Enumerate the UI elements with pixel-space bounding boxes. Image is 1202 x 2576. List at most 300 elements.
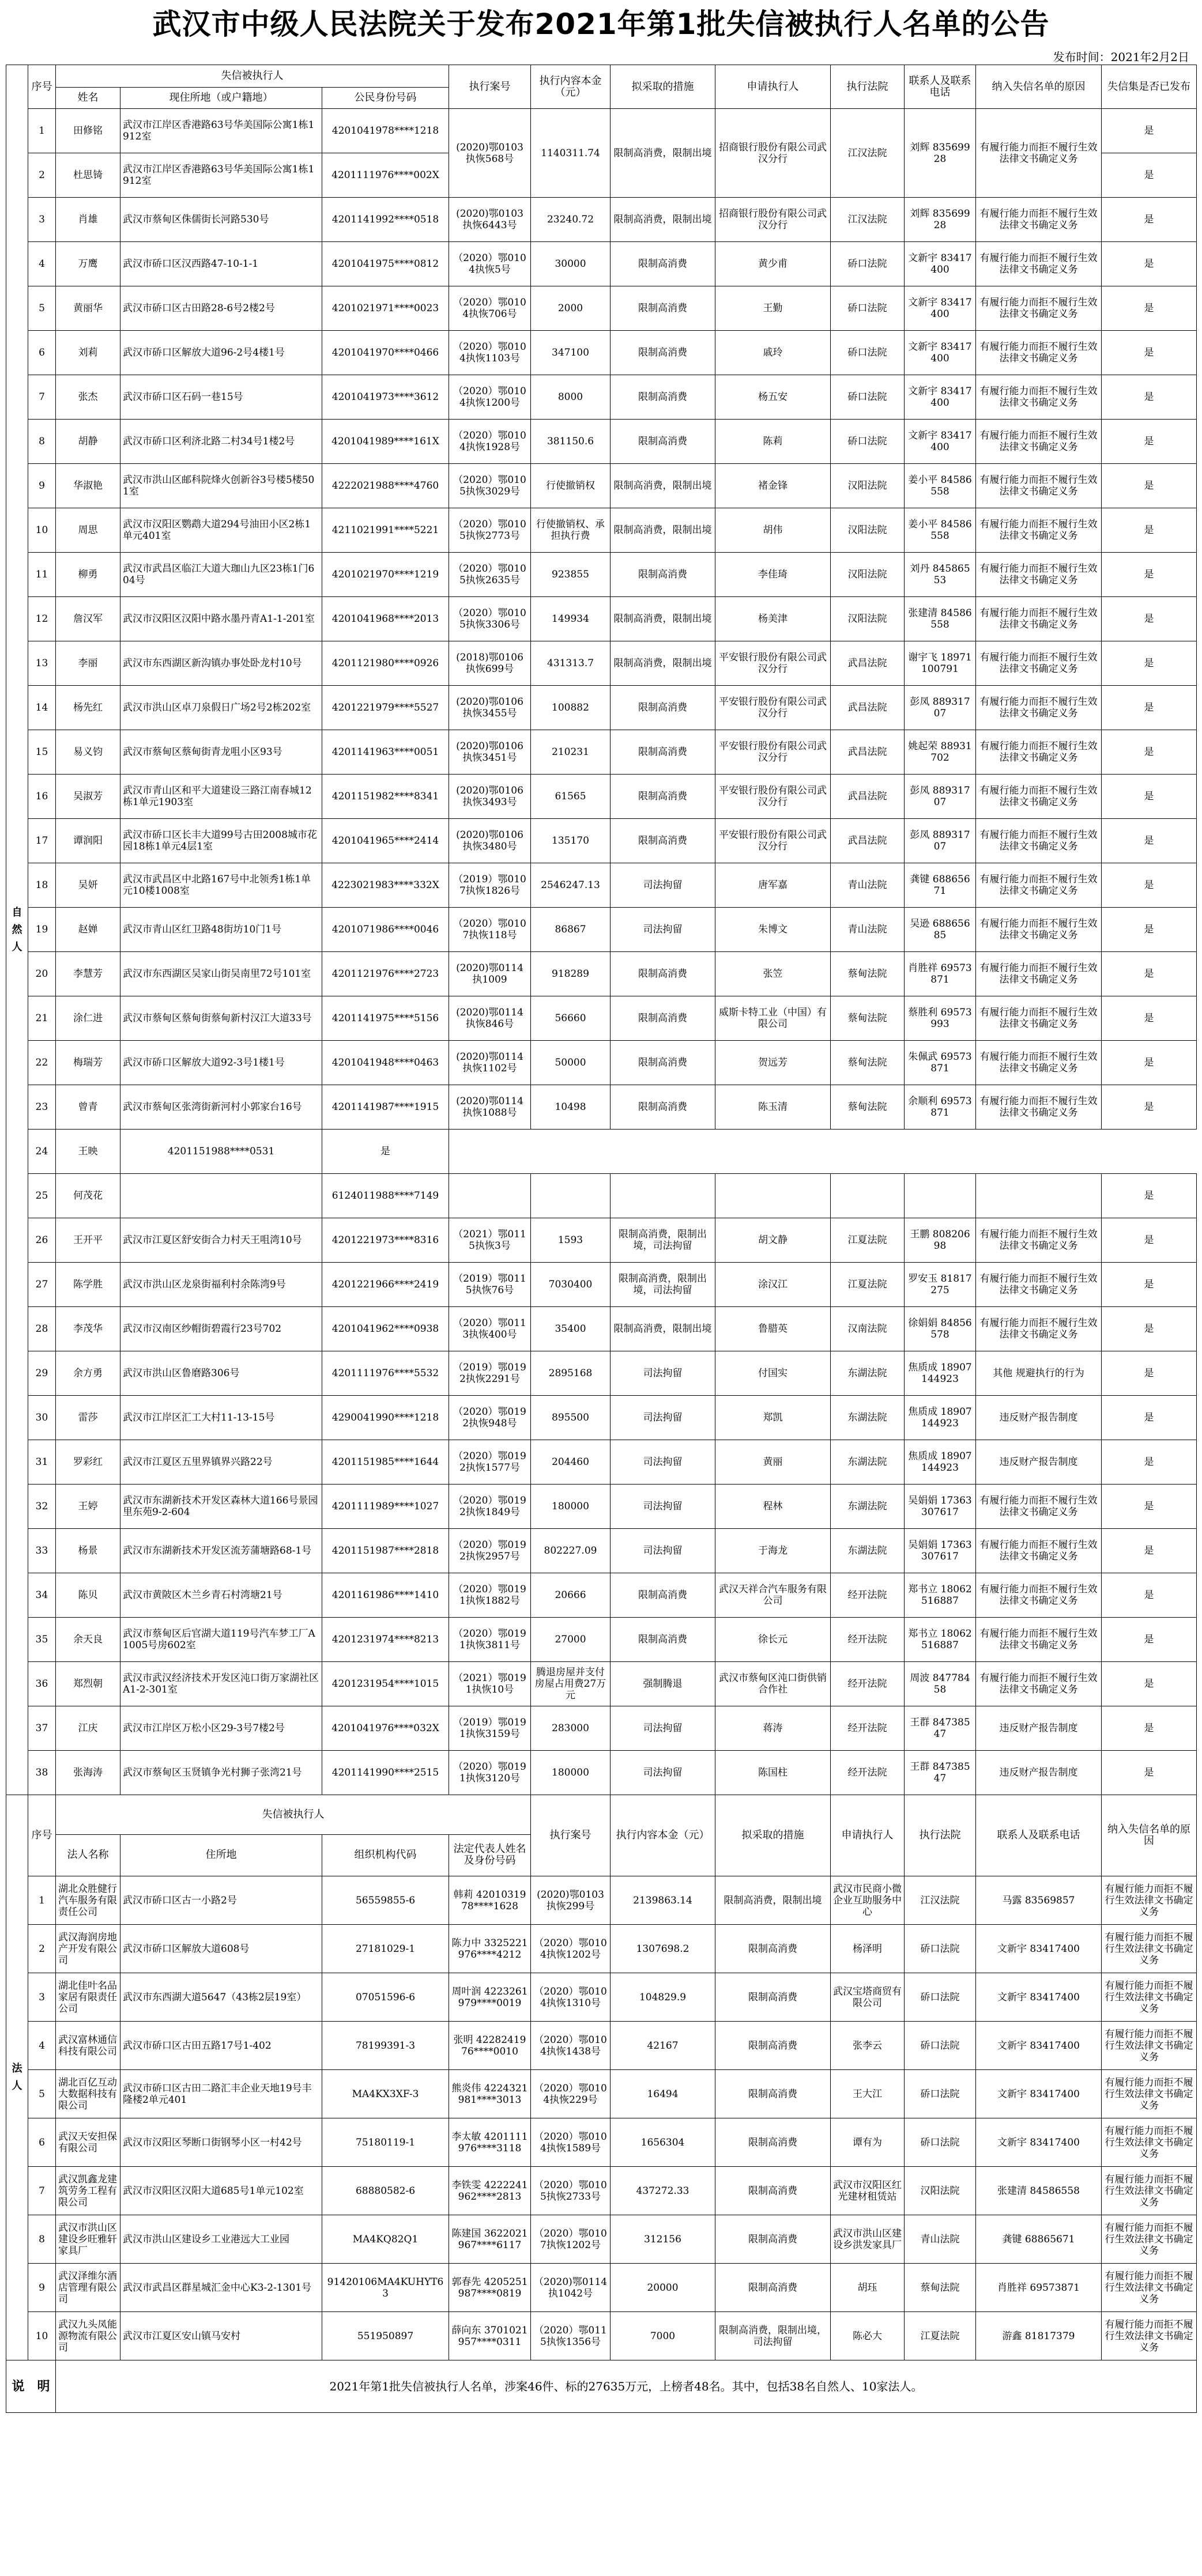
cell-reason: 有履行能力而拒不履行生效法律文书确定义务: [1102, 2215, 1197, 2264]
cell-case: （2020）鄂0104执恢1310号: [531, 1973, 611, 2022]
cell-amount: 210231: [531, 730, 611, 775]
cell-closed: 是: [1102, 1618, 1197, 1662]
cell-contact: 文新宇 83417400: [905, 331, 976, 375]
cell-applicant: 黄丽: [715, 1440, 831, 1485]
cell-reason: 有履行能力而拒不履行生效法律文书确定义务: [976, 1662, 1102, 1706]
cell-measure: 限制高消费: [715, 2118, 831, 2167]
header-org_code: 组织机构代码: [322, 1834, 449, 1876]
cell-reason: 有履行能力而拒不履行生效法律文书确定义务: [976, 286, 1102, 331]
cell-seq: 34: [28, 1573, 56, 1618]
header-id: 公民身份号码: [322, 88, 449, 109]
cell-id: 4201111976****5532: [322, 1351, 449, 1396]
cell-org_code: 91420106MA4KUHYT63: [322, 2264, 449, 2312]
cell-contact: 郑书立 18062516887: [905, 1573, 976, 1618]
cell-measure: 限制高消费，限制出境，司法拘留: [611, 1263, 715, 1307]
cell-rep: 郭春先 4205251987****0819: [449, 2264, 531, 2312]
cell-measure: 司法拘留: [611, 1440, 715, 1485]
cell-measure: 限制高消费: [715, 2070, 831, 2118]
cell-reason: 有履行能力而拒不履行生效法律文书确定义务: [976, 1529, 1102, 1573]
cell-name: 詹汉军: [56, 597, 120, 641]
cell-seq: 2: [28, 153, 56, 198]
cell-rep: 李铁雯 4222241962****2813: [449, 2167, 531, 2215]
cell-closed: 是: [1102, 331, 1197, 375]
cell-name: 杨景: [56, 1529, 120, 1573]
cell-case: （2020）鄂0113执恢400号: [449, 1307, 531, 1351]
cell-applicant: 平安银行股份有限公司武汉分行: [715, 641, 831, 686]
header-seq: 序号: [28, 65, 56, 109]
cell-court: 蔡甸法院: [905, 2264, 976, 2312]
cell-measure: 限制高消费: [611, 1573, 715, 1618]
cell-case: （2020）鄂0104执恢1103号: [449, 331, 531, 375]
cell-case: （2020）鄂0104执恢1928号: [449, 420, 531, 464]
cell-reason: 有履行能力而拒不履行生效法律文书确定义务: [976, 730, 1102, 775]
cell-measure: 司法拘留: [611, 1751, 715, 1795]
cell-name: 陈学胜: [56, 1263, 120, 1307]
cell-reason: 有履行能力而拒不履行生效法律文书确定义务: [976, 331, 1102, 375]
table-row: [6, 1174, 1197, 1218]
cell-id: 4211021991****5221: [322, 508, 449, 553]
cell-amount: 2139863.14: [611, 1876, 715, 1925]
cell-applicant: 陈莉: [715, 420, 831, 464]
cell-seq: 2: [28, 1925, 56, 1973]
cell-seq: 27: [28, 1263, 56, 1307]
cell-address: 武汉市洪山区卓刀泉假日广场2号2栋202室: [120, 686, 322, 730]
cell-contact: 焦质成 18907144923: [905, 1396, 976, 1440]
cell-measure: [611, 1174, 715, 1218]
cell-contact: 彭凤 88931707: [905, 686, 976, 730]
cell-applicant: 郑凯: [715, 1396, 831, 1440]
cell-id: 4201151987****2818: [322, 1529, 449, 1573]
cell-reason: 有履行能力而拒不履行生效法律文书确定义务: [976, 1573, 1102, 1618]
cell-measure: 限制高消费，限制出境: [611, 597, 715, 641]
cell-name: 胡静: [56, 420, 120, 464]
header-applicant: 申请执行人: [831, 1795, 905, 1876]
cell-address: 武汉市洪山区鲁磨路306号: [120, 1351, 322, 1396]
cell-seq: 25: [28, 1174, 56, 1218]
table-row: [6, 1973, 1197, 2022]
cell-measure: 限制高消费: [611, 819, 715, 863]
cell-reason: 其他 规避执行的行为: [976, 1351, 1102, 1396]
note-label: 说 明: [6, 2360, 56, 2413]
cell-measure: 限制高消费: [611, 420, 715, 464]
cell-name: 吴淑芳: [56, 775, 120, 819]
cell-reason: 有履行能力而拒不履行生效法律文书确定义务: [976, 464, 1102, 508]
cell-amount: 2546247.13: [531, 863, 611, 908]
cell-amount: 437272.33: [611, 2167, 715, 2215]
cell-rep: 张明 4228241976****0010: [449, 2022, 531, 2070]
cell-contact: 姚起荣 88931702: [905, 730, 976, 775]
cell-name: 万鹰: [56, 242, 120, 286]
cell-name: 刘莉: [56, 331, 120, 375]
cell-name: 何茂花: [56, 1174, 120, 1218]
cell-case: （2020）鄂0192执恢2957号: [449, 1529, 531, 1573]
juristic-category-label: 法人: [6, 1795, 28, 2360]
header-measure: 拟采取的措施: [611, 65, 715, 109]
cell-measure: 限制高消费: [611, 775, 715, 819]
cell-amount: 283000: [531, 1706, 611, 1751]
cell-case: (2020)鄂0114执恢846号: [449, 996, 531, 1041]
cell-court: [831, 1174, 905, 1218]
cell-id: 4201041965****2414: [322, 819, 449, 863]
cell-address: 武汉市青山区红卫路48街坊10门1号: [120, 908, 322, 952]
cell-measure: 限制高消费: [715, 1973, 831, 2022]
cell-amount: 180000: [531, 1751, 611, 1795]
cell-reason: 有履行能力而拒不履行生效法律文书确定义务: [1102, 1925, 1197, 1973]
cell-id: 4201121980****0926: [322, 641, 449, 686]
cell-seq: 4: [28, 242, 56, 286]
cell-id: 4201141987****1915: [322, 1085, 449, 1130]
table-row: [6, 1751, 1197, 1795]
cell-case: (2020)鄂0103执恢6443号: [449, 198, 531, 242]
cell-address: 武汉市硚口区解放大道92-3号1楼1号: [120, 1041, 322, 1085]
cell-applicant: 陈必大: [831, 2312, 905, 2360]
cell-measure: 限制高消费: [715, 2264, 831, 2312]
cell-id: 4201221966****2419: [322, 1263, 449, 1307]
cell-seq: 20: [28, 952, 56, 996]
header-court: 执行法院: [831, 65, 905, 109]
table-row: [6, 553, 1197, 597]
cell-name: 李慧芳: [56, 952, 120, 996]
cell-applicant: 谭有为: [831, 2118, 905, 2167]
cell-applicant: 胡珏: [831, 2264, 905, 2312]
cell-seq: 21: [28, 996, 56, 1041]
cell-seq: 33: [28, 1529, 56, 1573]
cell-applicant: 杨泽明: [831, 1925, 905, 1973]
header-defaulter-group: 失信被执行人: [56, 65, 449, 88]
cell-applicant: 陈玉清: [715, 1085, 831, 1130]
cell-applicant: 徐长元: [715, 1618, 831, 1662]
cell-name: 王婷: [56, 1485, 120, 1529]
cell-org_code: 68880582-6: [322, 2167, 449, 2215]
cell-name: 武汉富林通信科技有限公司: [56, 2022, 120, 2070]
cell-court: 江夏法院: [831, 1218, 905, 1263]
cell-address: 武汉市洪山区建设乡工业港远大工业园: [120, 2215, 322, 2264]
cell-contact: 文新宇 83417400: [905, 420, 976, 464]
cell-contact: 徐娟娟 84856578: [905, 1307, 976, 1351]
cell-case: （2020）鄂0105执恢2635号: [449, 553, 531, 597]
cell-measure: 强制腾退: [611, 1662, 715, 1706]
cell-case: （2021）鄂0115执恢3号: [449, 1218, 531, 1263]
table-row: [6, 730, 1197, 775]
cell-address: 武汉市江夏区舒安街合力村天王咀湾10号: [120, 1218, 322, 1263]
cell-address: 武汉市江岸区汇工大村11-13-15号: [120, 1396, 322, 1440]
table-row: [6, 908, 1197, 952]
cell-applicant: 武汉市洪山区建设乡洪发家具厂: [831, 2215, 905, 2264]
cell-court: 经开法院: [831, 1706, 905, 1751]
cell-amount: 2000: [531, 286, 611, 331]
cell-court: 蔡甸法院: [831, 1041, 905, 1085]
cell-contact: 文新宇 83417400: [976, 1973, 1102, 2022]
cell-name: 张海涛: [56, 1751, 120, 1795]
cell-seq: 23: [28, 1085, 56, 1130]
cell-measure: 限制高消费，限制出境: [611, 109, 715, 198]
cell-case: （2020）鄂0192执恢1577号: [449, 1440, 531, 1485]
cell-case: （2019）鄂0107执恢1826号: [449, 863, 531, 908]
cell-seq: 1: [28, 109, 56, 153]
cell-seq: 6: [28, 2118, 56, 2167]
cell-closed: 是: [1102, 686, 1197, 730]
cell-measure: 限制高消费: [715, 2215, 831, 2264]
cell-closed: 是: [1102, 730, 1197, 775]
cell-address: 武汉市东湖新技术开发区流芳蒲塘路68-1号: [120, 1529, 322, 1573]
table-row: [6, 1307, 1197, 1351]
table-row: [6, 1529, 1197, 1573]
cell-contact: 彭凤 88931707: [905, 819, 976, 863]
cell-reason: 违反财产报告制度: [976, 1706, 1102, 1751]
cell-amount: 8000: [531, 375, 611, 420]
cell-name: 武汉天安担保有限公司: [56, 2118, 120, 2167]
header-name: 姓名: [56, 88, 120, 109]
cell-applicant: 涂汉江: [715, 1263, 831, 1307]
header-address: 住所地: [120, 1834, 322, 1876]
cell-reason: 有履行能力而拒不履行生效法律文书确定义务: [976, 1618, 1102, 1662]
natural-category-label: 自然人: [6, 65, 28, 1795]
cell-contact: 蔡胜利 69573993: [905, 996, 976, 1041]
cell-measure: 司法拘留: [611, 908, 715, 952]
cell-applicant: 杨五安: [715, 375, 831, 420]
cell-case: (2020)鄂0114执恢1088号: [449, 1085, 531, 1130]
cell-reason: 有履行能力而拒不履行生效法律文书确定义务: [1102, 2022, 1197, 2070]
cell-measure: 限制高消费，限制出境: [611, 641, 715, 686]
header-case: 执行案号: [531, 1795, 611, 1876]
cell-amount: 1593: [531, 1218, 611, 1263]
cell-applicant: 武汉市汉阳区红光建材租赁站: [831, 2167, 905, 2215]
cell-name: 陈贝: [56, 1573, 120, 1618]
cell-amount: 20000: [611, 2264, 715, 2312]
cell-applicant: 程林: [715, 1485, 831, 1529]
cell-org_code: 27181029-1: [322, 1925, 449, 1973]
cell-amount: 2895168: [531, 1351, 611, 1396]
cell-seq: 14: [28, 686, 56, 730]
cell-id: 4201041962****0938: [322, 1307, 449, 1351]
cell-seq: 28: [28, 1307, 56, 1351]
cell-id: 4201161986****1410: [322, 1573, 449, 1618]
cell-measure: 限制高消费: [611, 331, 715, 375]
table-row: [6, 1218, 1197, 1263]
cell-seq: 1: [28, 1876, 56, 1925]
cell-measure: 限制高消费: [715, 2022, 831, 2070]
cell-measure: 限制高消费: [611, 952, 715, 996]
cell-reason: 有履行能力而拒不履行生效法律文书确定义务: [976, 908, 1102, 952]
header-applicant: 申请执行人: [715, 65, 831, 109]
cell-seq: 35: [28, 1618, 56, 1662]
cell-address: 武汉市硚口区石码一巷15号: [120, 375, 322, 420]
cell-seq: 6: [28, 331, 56, 375]
table-row: [6, 819, 1197, 863]
cell-address: 武汉市蔡甸区后官湖大道119号汽车梦工厂A1005号房602室: [120, 1618, 322, 1662]
cell-case: （2020）鄂0105执恢3306号: [449, 597, 531, 641]
cell-case: （2020）鄂0107执恢1202号: [531, 2215, 611, 2264]
defaulter-list-table: [6, 65, 1197, 2413]
header-rep: 法定代表人姓名及身份号码: [449, 1834, 531, 1876]
cell-address: 武汉市硚口区古田五路17号1-402: [120, 2022, 322, 2070]
cell-reason: 有履行能力而拒不履行生效法律文书确定义务: [976, 641, 1102, 686]
cell-case: （2020）鄂0105执恢2733号: [531, 2167, 611, 2215]
cell-measure: 限制高消费: [611, 1085, 715, 1130]
cell-contact: 谢宇飞 18971100791: [905, 641, 976, 686]
cell-seq: 3: [28, 1973, 56, 2022]
cell-amount: 104829.9: [611, 1973, 715, 2022]
cell-contact: 姜小平 84586558: [905, 464, 976, 508]
table-row: [6, 1396, 1197, 1440]
cell-measure: 限制高消费，限制出境: [715, 1876, 831, 1925]
cell-rep: 周叶润 4223261979****0019: [449, 1973, 531, 2022]
cell-measure: 限制高消费: [611, 1618, 715, 1662]
cell-contact: 王群 84738547: [905, 1751, 976, 1795]
cell-court: 汉阳法院: [831, 508, 905, 553]
cell-applicant: 威斯卡特工业（中国）有限公司: [715, 996, 831, 1041]
table-row: [6, 2118, 1197, 2167]
cell-seq: 9: [28, 464, 56, 508]
cell-closed: 是: [1102, 420, 1197, 464]
cell-measure: 限制高消费: [611, 1041, 715, 1085]
cell-measure: 限制高消费: [611, 242, 715, 286]
cell-case: (2020)鄂0103执恢299号: [531, 1876, 611, 1925]
cell-court: 硚口法院: [831, 420, 905, 464]
cell-rep: 熊炎伟 4224321981****3013: [449, 2070, 531, 2118]
cell-address: 武汉市硚口区古田二路汇丰企业天地19号丰隆楼2单元401: [120, 2070, 322, 2118]
cell-measure: 限制高消费，限制出境: [611, 1307, 715, 1351]
cell-seq: 37: [28, 1706, 56, 1751]
cell-reason: 有履行能力而拒不履行生效法律文书确定义务: [1102, 2264, 1197, 2312]
note-text: 2021年第1批失信被执行人名单，涉案46件、标的27635万元，上榜者48名。其中，包括38名自然人、10家法人。: [56, 2360, 1197, 2413]
cell-seq: 9: [28, 2264, 56, 2312]
cell-name: 柳勇: [56, 553, 120, 597]
cell-address: 武汉市汉南区纱帽街碧霞行23号702: [120, 1307, 322, 1351]
cell-closed: 是: [1102, 597, 1197, 641]
cell-org_code: 56559855-6: [322, 1876, 449, 1925]
cell-amount: 204460: [531, 1440, 611, 1485]
cell-contact: 周波 84778458: [905, 1662, 976, 1706]
cell-measure: 限制高消费，限制出境，司法拘留: [715, 2312, 831, 2360]
cell-court: 江汉法院: [831, 198, 905, 242]
cell-case: （2020）鄂0191执恢1882号: [449, 1573, 531, 1618]
cell-amount: 20666: [531, 1573, 611, 1618]
cell-address: 武汉市汉阳区琴断口街钢琴小区一村42号: [120, 2118, 322, 2167]
table-row: [6, 996, 1197, 1041]
cell-id: 4201111976****002X: [322, 153, 449, 198]
cell-id: 4201021970****1219: [322, 553, 449, 597]
cell-case: (2018)鄂0106执恢699号: [449, 641, 531, 686]
cell-case: （2020）鄂0104执恢1200号: [449, 375, 531, 420]
table-row: [6, 375, 1197, 420]
cell-applicant: 张笠: [715, 952, 831, 996]
cell-contact: 王群 84738547: [905, 1706, 976, 1751]
cell-amount: 7000: [611, 2312, 715, 2360]
cell-amount: 61565: [531, 775, 611, 819]
cell-address: 武汉市硚口区利济北路二村34号1楼2号: [120, 420, 322, 464]
cell-reason: 违反财产报告制度: [976, 1751, 1102, 1795]
table-row: [6, 1440, 1197, 1485]
header-case: 执行案号: [449, 65, 531, 109]
cell-case: （2020）鄂0105执恢2773号: [449, 508, 531, 553]
cell-seq: 31: [28, 1440, 56, 1485]
cell-applicant: 招商银行股份有限公司武汉分行: [715, 198, 831, 242]
cell-seq: 8: [28, 420, 56, 464]
cell-amount: 1656304: [611, 2118, 715, 2167]
cell-closed: 是: [1102, 464, 1197, 508]
cell-address: 武汉市蔡甸区侏儒街长河路530号: [120, 198, 322, 242]
cell-address: 武汉市硚口区长丰大道99号古田2008城市花园18栋1单元4层1室: [120, 819, 322, 863]
cell-applicant: 鲁腊英: [715, 1307, 831, 1351]
cell-case: （2020）鄂0105执恢3029号: [449, 464, 531, 508]
header-closed: 失信集是否已发布: [1102, 65, 1197, 109]
cell-applicant: 于海龙: [715, 1529, 831, 1573]
cell-address: 武汉市蔡甸区蔡甸街蔡甸新村汉江大道33号: [120, 996, 322, 1041]
cell-court: 硚口法院: [831, 286, 905, 331]
cell-closed: 是: [1102, 1174, 1197, 1218]
cell-address: 武汉市江夏区安山镇马安村: [120, 2312, 322, 2360]
cell-name: 华淑艳: [56, 464, 120, 508]
cell-seq: 10: [28, 2312, 56, 2360]
cell-rep: 陈建国 3622021967****6117: [449, 2215, 531, 2264]
header-defaulter-group: 失信被执行人: [56, 1795, 531, 1835]
cell-court: 武昌法院: [831, 775, 905, 819]
publish-date-line: [1053, 50, 1189, 65]
cell-case: （2020）鄂0104执恢1589号: [531, 2118, 611, 2167]
cell-amount: 180000: [531, 1485, 611, 1529]
cell-applicant: 杨美津: [715, 597, 831, 641]
cell-court: 青山法院: [905, 2215, 976, 2264]
cell-name: 罗彩红: [56, 1440, 120, 1485]
cell-amount: 431313.7: [531, 641, 611, 686]
cell-case: （2019）鄂0191执恢3159号: [449, 1706, 531, 1751]
cell-contact: 文新宇 83417400: [905, 286, 976, 331]
cell-court: 武昌法院: [831, 819, 905, 863]
cell-name: 易义钧: [56, 730, 120, 775]
cell-contact: 朱佩武 69573871: [905, 1041, 976, 1085]
table-row: [6, 1662, 1197, 1706]
cell-contact: 龚键 68865671: [976, 2215, 1102, 2264]
table-row: [6, 1263, 1197, 1307]
cell-applicant: 平安银行股份有限公司武汉分行: [715, 819, 831, 863]
cell-id: 4201121976****2723: [322, 952, 449, 996]
cell-measure: 司法拘留: [611, 863, 715, 908]
juristic-header-row: [6, 1795, 1197, 1835]
cell-amount: 10498: [531, 1085, 611, 1130]
cell-amount: 行使撤销权: [531, 464, 611, 508]
cell-contact: 王鹏 80820698: [905, 1218, 976, 1263]
cell-id: 4201021971****0023: [322, 286, 449, 331]
cell-case: (2020)鄂0106执恢3493号: [449, 775, 531, 819]
cell-case: （2020）鄂0104执恢1202号: [531, 1925, 611, 1973]
cell-measure: 司法拘留: [611, 1485, 715, 1529]
cell-court: 江汉法院: [905, 1876, 976, 1925]
cell-seq: 13: [28, 641, 56, 686]
cell-name: 曾青: [56, 1085, 120, 1130]
cell-case: （2020）鄂0104执恢1438号: [531, 2022, 611, 2070]
header-contact: 联系人及联系电话: [976, 1795, 1102, 1876]
document-title: 武汉市中级人民法院关于发布2021年第1批失信被执行人名单的公告: [152, 7, 1050, 41]
cell-name: 武汉凯鑫龙建筑劳务工程有限公司: [56, 2167, 120, 2215]
cell-address: 武汉市武汉经济技术开发区沌口街万家湖社区A1-2-301室: [120, 1662, 322, 1706]
table-row: [6, 1618, 1197, 1662]
cell-reason: 有履行能力而拒不履行生效法律文书确定义务: [1102, 2070, 1197, 2118]
cell-applicant: 平安银行股份有限公司武汉分行: [715, 686, 831, 730]
cell-id: 4201041976****032X: [322, 1706, 449, 1751]
cell-court: 东湖法院: [831, 1440, 905, 1485]
note-row: [6, 2360, 1197, 2413]
cell-court: 江夏法院: [905, 2312, 976, 2360]
cell-case: (2020)鄂0114执恢1102号: [449, 1041, 531, 1085]
cell-name: 王映: [56, 1130, 120, 1174]
table-row: [6, 331, 1197, 375]
cell-court: 汉阳法院: [831, 597, 905, 641]
cell-contact: 文新宇 83417400: [905, 242, 976, 286]
cell-closed: 是: [1102, 1218, 1197, 1263]
cell-closed: 是: [322, 1130, 449, 1174]
cell-measure: 司法拘留: [611, 1351, 715, 1396]
